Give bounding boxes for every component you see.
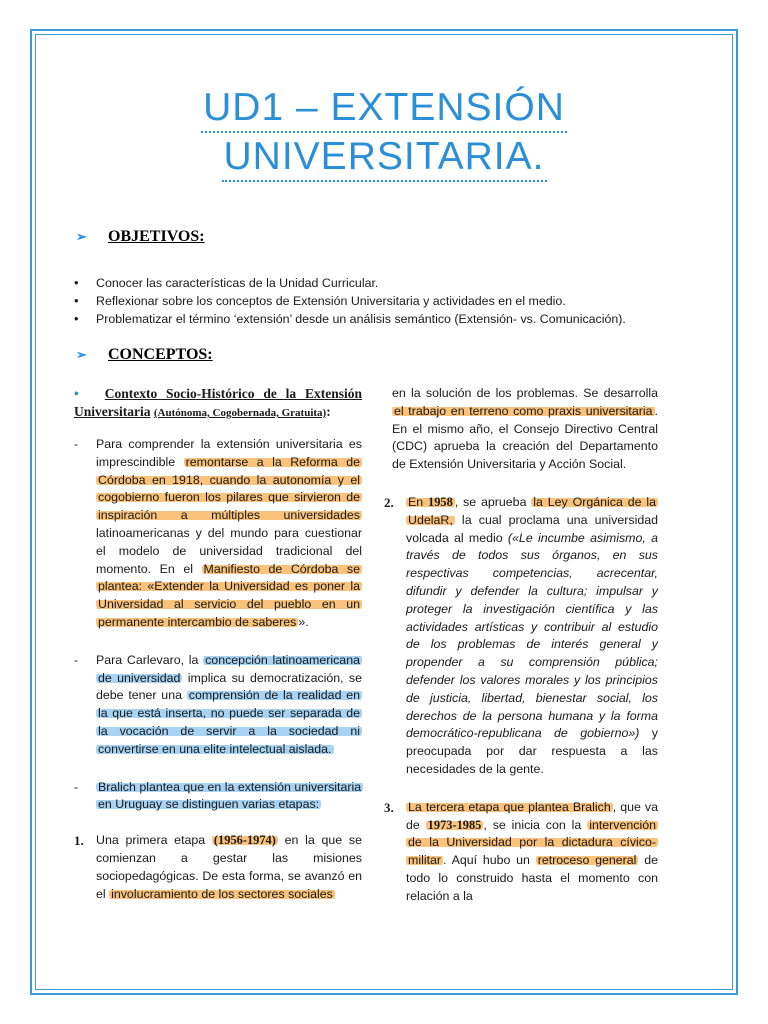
highlight-orange: la Ley Orgánica de la UdelaR, (408, 494, 656, 527)
dash-marker: - (74, 437, 79, 451)
stage-number: 3. (384, 799, 394, 815)
bullet-dot-icon: • (74, 386, 79, 401)
right-column (384, 385, 659, 906)
text: , que va de (406, 799, 659, 832)
highlight-orange: intervención de la Universidad por la dictadura cívico-militar (408, 817, 656, 868)
paragraph-carlevaro (74, 652, 362, 759)
highlight-orange-bold: 1973-1985 (427, 817, 482, 832)
dash-marker: - (74, 779, 79, 794)
arrow-bullet-icon: ➢ (76, 347, 87, 362)
paragraph-continuation (392, 385, 658, 474)
paragraph-bralich (74, 779, 362, 815)
highlight-orange: remontarse a la Reforma de Córdoba en 1918, cuando la autonomía y el cogobierno fueron los pilares que sirvieron de inspiración a múltiples universidades (98, 454, 360, 523)
objetivos-list (74, 274, 714, 328)
list-item: • Problematizar el término ‘extensión’ desde un análisis semántico (Extensión- vs. Comunicación). (74, 310, 714, 328)
section-conceptos-label: CONCEPTOS: (108, 346, 213, 363)
highlight-blue: concepción latinoamericana de universidad (98, 652, 360, 685)
section-objetivos (76, 228, 205, 246)
stage-1 (74, 832, 362, 903)
context-heading (74, 385, 362, 422)
highlight-orange: Manifiesto de Córdoba se plantea: «Extender la Universidad es poner la Universidad al servicio del pueblo en un permanente intercambio de saberes (98, 561, 360, 629)
highlight-blue: Bralich plantea que en la extensión universitaria en Uruguay se distinguen varias etapas: (98, 779, 362, 812)
arrow-bullet-icon: ➢ (76, 229, 87, 244)
highlight-orange: el trabajo en terreno como praxis universitaria (394, 403, 653, 418)
stage-2 (384, 494, 658, 779)
highlight-orange-bold: (1956-1974) (213, 833, 276, 848)
title-line-2: UNIVERSITARIA. (222, 133, 547, 182)
stage-number: 1. (74, 833, 84, 849)
context-heading-note: (Autónoma, Cogobernada, Gratuita) (153, 407, 327, 419)
text: latinoamericanas y del mundo para cuestionar el modelo de universidad tradicional del momento. En el (96, 525, 362, 576)
highlight-orange: retroceso general (537, 853, 637, 868)
text: de todo lo construido hasta el momento con relación a la (406, 853, 658, 903)
text: Para comprender la extensión universitaria es imprescindible (96, 437, 362, 469)
highlight-orange: La tercera etapa que plantea Bralich (408, 799, 611, 814)
text: en la solución de los problemas. Se desarrolla (392, 386, 658, 400)
text: . Aquí hubo un (443, 853, 536, 868)
law-quote: («Le incumbe asimismo, a través de todos sus órganos, en sus respectivas competencias, acrecentar, difundir y defender la cultura; impulsar y proteger la investigación científica y las actividades artísticas y contribuir al estudio de los problemas de interés general y propender a su comprensión pública; defender los valores morales y los principios de justicia, libertad, bienestar social, los derechos de la persona humana y la forma democrático-republicana de gobierno») (406, 530, 658, 741)
text: . En el mismo año, el Consejo Directivo Central (CDC) aprueba la creación del Departamento de Extensión Universitaria y Acción Social. (392, 403, 658, 472)
section-objetivos-label: OBJETIVOS: (108, 228, 205, 245)
text: implica su democratización, se debe tener una (96, 670, 363, 703)
text: en la que se comienzan a gestar las misiones sociopedagógicas. De esta forma, se avanzó en el (96, 833, 362, 901)
highlight-orange: involucramiento de los sectores sociales (111, 886, 333, 901)
text: , se inicia con la (483, 817, 588, 832)
stage-number: 2. (384, 494, 394, 510)
bold-year: 1958 (428, 494, 453, 509)
text: Para Carlevaro, la (96, 652, 204, 667)
list-item: • Conocer las características de la Unidad Curricular. (74, 274, 714, 292)
text: Una primera etapa (96, 833, 212, 848)
list-item: • Reflexionar sobre los conceptos de Extensión Universitaria y actividades en el medio. (74, 292, 714, 310)
left-column (74, 385, 362, 903)
page-title (90, 84, 678, 182)
text: y preocupada por dar respuesta a las necesidades de la gente. (406, 726, 658, 776)
section-conceptos (76, 346, 213, 364)
text: , se aprueba (454, 494, 532, 509)
title-line-1: UD1 – EXTENSIÓN (201, 84, 567, 133)
stage-3 (384, 799, 658, 906)
text: ». (298, 614, 309, 629)
text: la cual proclama una universidad volcada al medio (406, 512, 658, 545)
dash-marker: - (74, 652, 79, 667)
highlight-orange (406, 495, 455, 509)
text: En (408, 494, 428, 509)
highlight-blue: comprensión de la realidad en la que está inserta, no puede ser separada de la vocación de servir a la sociedad ni convertirse en una elite intelectual aislada. (98, 688, 360, 756)
context-heading-colon: : (326, 404, 331, 419)
context-heading-text: Contexto Socio-Histórico de la Extensión Universitaria (74, 386, 362, 419)
paragraph-reforma (74, 436, 362, 632)
